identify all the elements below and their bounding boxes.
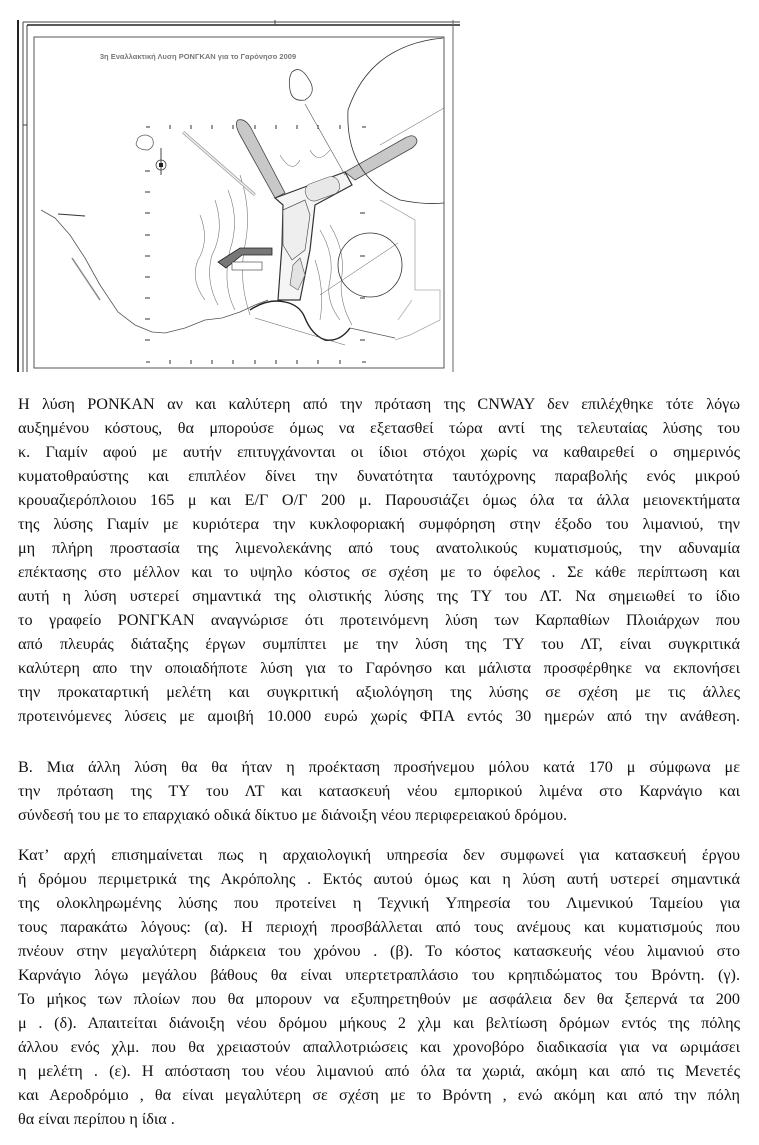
paragraph-objections: [18, 843, 740, 1131]
text-line: η μελέτη . (ε). Η απόσταση του νέου λιμανιού από όλα τα χωριά, ακόμη και από τις Μενετές: [18, 1062, 740, 1080]
text-line: Η λύση ΡΟΝΚΑΝ αν και καλύτερη από την πρόταση της CNWAY δεν επιλέχθηκε τότε λόγω: [18, 395, 740, 413]
text-line: αυτή η λύση υστερεί σημαντικά της ολιστικής λύσης της ΤΥ του ΛΤ. Να σημειωθεί το ίδιο: [18, 587, 740, 605]
text-line: καλύτερη απο την οποιαδήποτε λύση για το Γαρόνησο και μάλιστα προσφέρθηκε να εκπονήσει: [18, 659, 740, 677]
text-line: κυματοθραύστης και επιπλέον δίνει την δυνατότητα ταυτόχρονης παραβολής ενός μικρού: [18, 467, 740, 485]
text-line: πνέουν στην μεγαλύτερη διάρκεια του χρόνου . (β). Το κόστος κατασκευής νέου λιμανιού στο: [18, 942, 740, 960]
text-line: Το μήκος των πλοίων που θα μπορουν να εξυπηρετηθούν με ασφάλεια δεν θα ξεπερνά τα 200: [18, 990, 740, 1008]
text-line: θα είναι περίπου η ίδια .: [18, 1110, 175, 1128]
paragraph-rongkan-solution: [18, 392, 740, 728]
text-line: επέκτασης στο μέλλον και το υψηλο κόστος σε σχέση με το όφελος . Σε κάθε περίπτωση και: [18, 563, 740, 581]
text-line: μη πλήρη προστασία της λιμενολεκάνης από τους ανατολικούς κυματισμούς, την αδυναμία: [18, 539, 740, 557]
harbor-plan-figure: [0, 0, 460, 375]
text-line: Καρνάγιο λόγω μεγάλου βάθους θα είναι υπερτετραπλάσιο του κρηπιδώματος του Βρόντη. (γ).: [18, 966, 740, 984]
text-line: μ . (δ). Απαιτείται διάνοιξη νέου δρόμου μήκους 2 χλμ και βελτίωση δρόμων εντός της πόλης: [18, 1014, 740, 1032]
text-line: το γραφείο ΡΟΝΓΚΑΝ αναγνώρισε ότι προτεινόμενη λύση των Καρπαθίων Πλοιάρχων που: [18, 611, 740, 629]
figure-title: 3η Εναλλακτική Λυση ΡΟΝΓΚΑΝ για το Γαρόνησο 2009: [99, 52, 297, 61]
text-line: την πρόταση της ΤΥ του ΛΤ και κατασκευή νέου εμπορικού λιμένα στο Καρνάγιο και: [18, 782, 740, 800]
text-line: προτεινόμενες λύσεις με αμοιβή 10.000 ευρώ χωρίς ΦΠΑ εντός 30 ημερών από την ανάθεση.: [18, 707, 740, 725]
harbor-plan-drawing: [0, 0, 460, 375]
text-line: αυξημένου κόστους, θα μπορούσε όμως να εξετασθεί τώρα αντί της τελευταίας λύσης του: [18, 419, 740, 437]
text-line: Β. Μια άλλη λύση θα θα ήταν η προέκταση προσήνεμου μόλου κατά 170 μ σύμφωνα με: [18, 758, 740, 776]
paragraph-solution-b: [18, 755, 740, 827]
text-line: σύνδεσή του με το επαρχιακό οδικά δίκτυο με διάνοιξη νέου περιφερειακού δρόμου.: [18, 806, 568, 824]
text-line: κ. Γιαμίν αφού με αυτήν επιτυγχάνονται οι ίδιοι στόχοι χωρίς να καθαιρεθεί ο σημερινός: [18, 443, 740, 461]
text-line: ή δρόμου περιμετρικά της Ακρόπολης . Εκτός αυτού όμως και η λύση αυτή υστερεί σημαντικά: [18, 870, 740, 888]
text-line: και Αεροδρόμιο , θα είναι μεγαλύτερη σε σχέση με το Βρόντη , ενώ ακόμη και από την πόλη: [18, 1086, 740, 1104]
text-line: Κατ’ αρχή επισημαίνεται πως η αρχαιολογική υπηρεσία δεν συμφωνεί για κατασκευή έργου: [18, 846, 740, 864]
text-line: κρουαζιερόπλοιου 165 μ και Ε/Γ Ο/Γ 200 μ. Παρουσιάζει όμως όλα τα άλλα μειονεκτήματα: [18, 491, 740, 509]
text-line: από πλευράς διάταξης έργων συμπίπτει με την λύση της ΤΥ του ΛΤ, είναι συγκριτικά: [18, 635, 740, 653]
text-line: τους παρακάτω λόγους: (α). Η περιοχή προσβάλλεται από τους ανέμους και κυματισμούς που: [18, 918, 740, 936]
text-line: της ολοκληρωμένης λύσης που προτείνει η Τεχνική Υπηρεσία του Λιμενικού Ταμείου για: [18, 894, 740, 912]
text-line: της λύσης Γιαμίν με κυριότερα την κυκλοφοριακή συμφόρηση στην έξοδο του λιμανιού, την: [18, 515, 740, 533]
text-line: άλλου ενός χλμ. που θα χρειαστούν απαλλοτριώσεις και χρονοβόρο διαδικασία για να ωριμάσει: [18, 1038, 740, 1056]
text-line: την προκαταρτική μελέτη και συγκριτική αξιολόγηση της λύσης σε σχέση με τις άλλες: [18, 683, 740, 701]
